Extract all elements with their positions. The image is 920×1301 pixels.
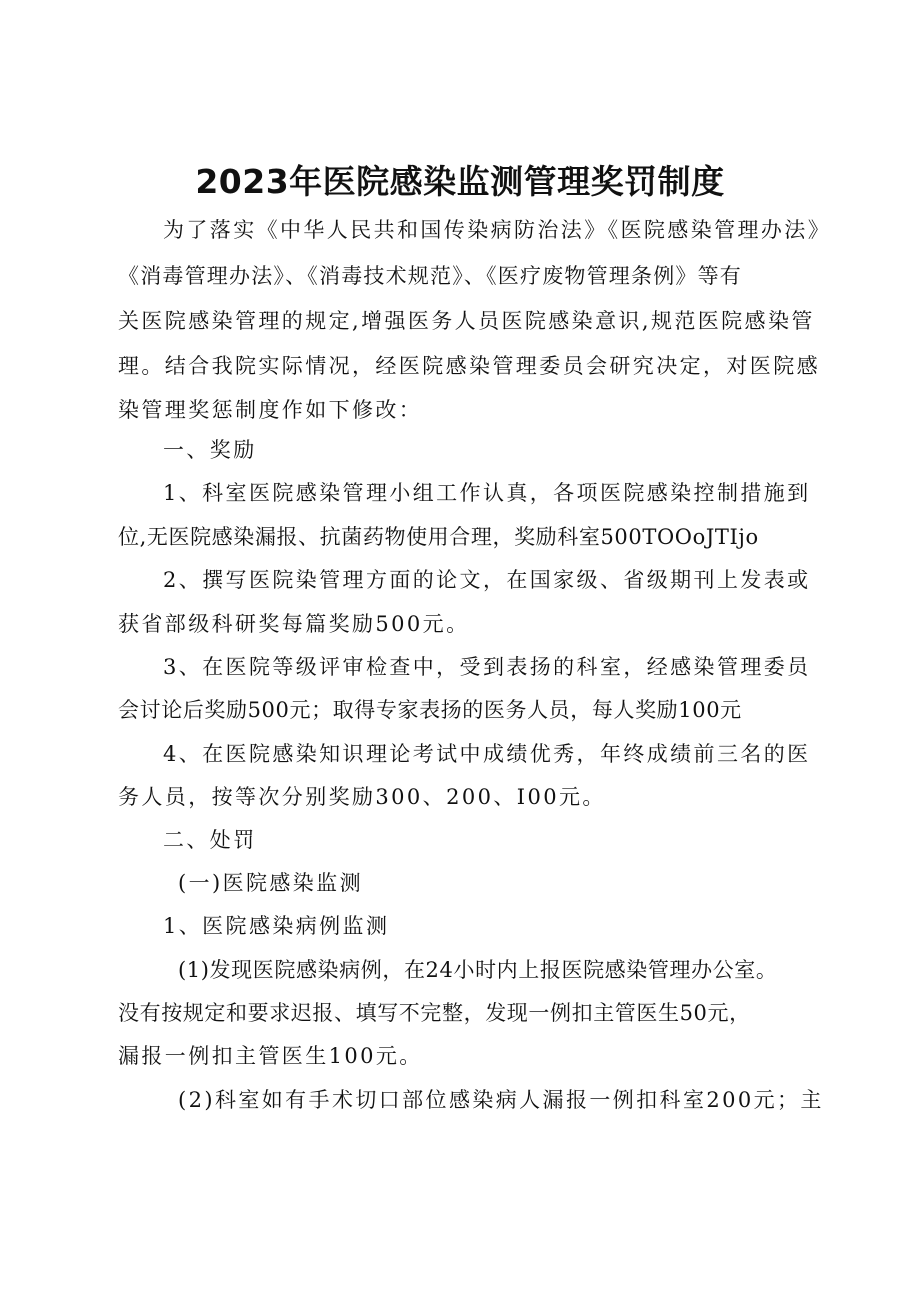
paragraph-line: 位,无医院感染漏报、抗菌药物使用合理，奖励科室500TOOoJTIjo <box>118 525 759 549</box>
paragraph-line: 2、撰写医院染管理方面的论文，在国家级、省级期刊上发表或 <box>163 568 811 592</box>
paragraph-line: (2)科室如有手术切口部位感染病人漏报一例扣科室200元；主 <box>178 1088 824 1112</box>
paragraph-line: 4、在医院感染知识理论考试中成绩优秀，年终成绩前三名的医 <box>163 742 811 766</box>
section-heading-penalty: 二、处罚 <box>163 828 257 852</box>
paragraph-line: 理。结合我院实际情况，经医院感染管理委员会研究决定，对医院感 <box>118 354 820 378</box>
document-title: 2023年医院感染监测管理奖罚制度 <box>195 162 725 201</box>
paragraph-line: 染管理奖惩制度作如下修改： <box>118 398 423 422</box>
subsection-heading: (一)医院感染监测 <box>178 871 363 895</box>
paragraph-line: 务人员，按等次分别奖励300、200、I00元。 <box>118 785 606 809</box>
paragraph-line: 1、科室医院感染管理小组工作认真，各项医院感染控制措施到 <box>163 481 811 505</box>
paragraph-line: 为了落实《中华人民共和国传染病防治法》《医院感染管理办法》 <box>163 218 832 242</box>
subsection-heading: 1、医院感染病例监测 <box>163 914 390 938</box>
paragraph-line: 获省部级科研奖每篇奖励500元。 <box>118 612 470 636</box>
paragraph-line: (1)发现医院感染病例，在24小时内上报医院感染管理办公室。 <box>178 958 778 982</box>
paragraph-line: 关医院感染管理的规定,增强医务人员医院感染意识,规范医院感染管 <box>118 309 815 333</box>
paragraph-line: 3、在医院等级评审检查中，受到表扬的科室，经感染管理委员 <box>163 655 811 679</box>
section-heading-reward: 一、奖励 <box>163 438 257 462</box>
paragraph-line: 会讨论后奖励500元；取得专家表扬的医务人员，每人奖励100元 <box>118 698 742 722</box>
paragraph-line: 漏报一例扣主管医生100元。 <box>118 1044 423 1068</box>
paragraph-line: 没有按规定和要求迟报、填写不完整，发现一例扣主管医生50元， <box>118 1001 751 1025</box>
paragraph-line: 《消毒管理办法》、《消毒技术规范》、《医疗废物管理条例》等有 <box>118 264 742 288</box>
